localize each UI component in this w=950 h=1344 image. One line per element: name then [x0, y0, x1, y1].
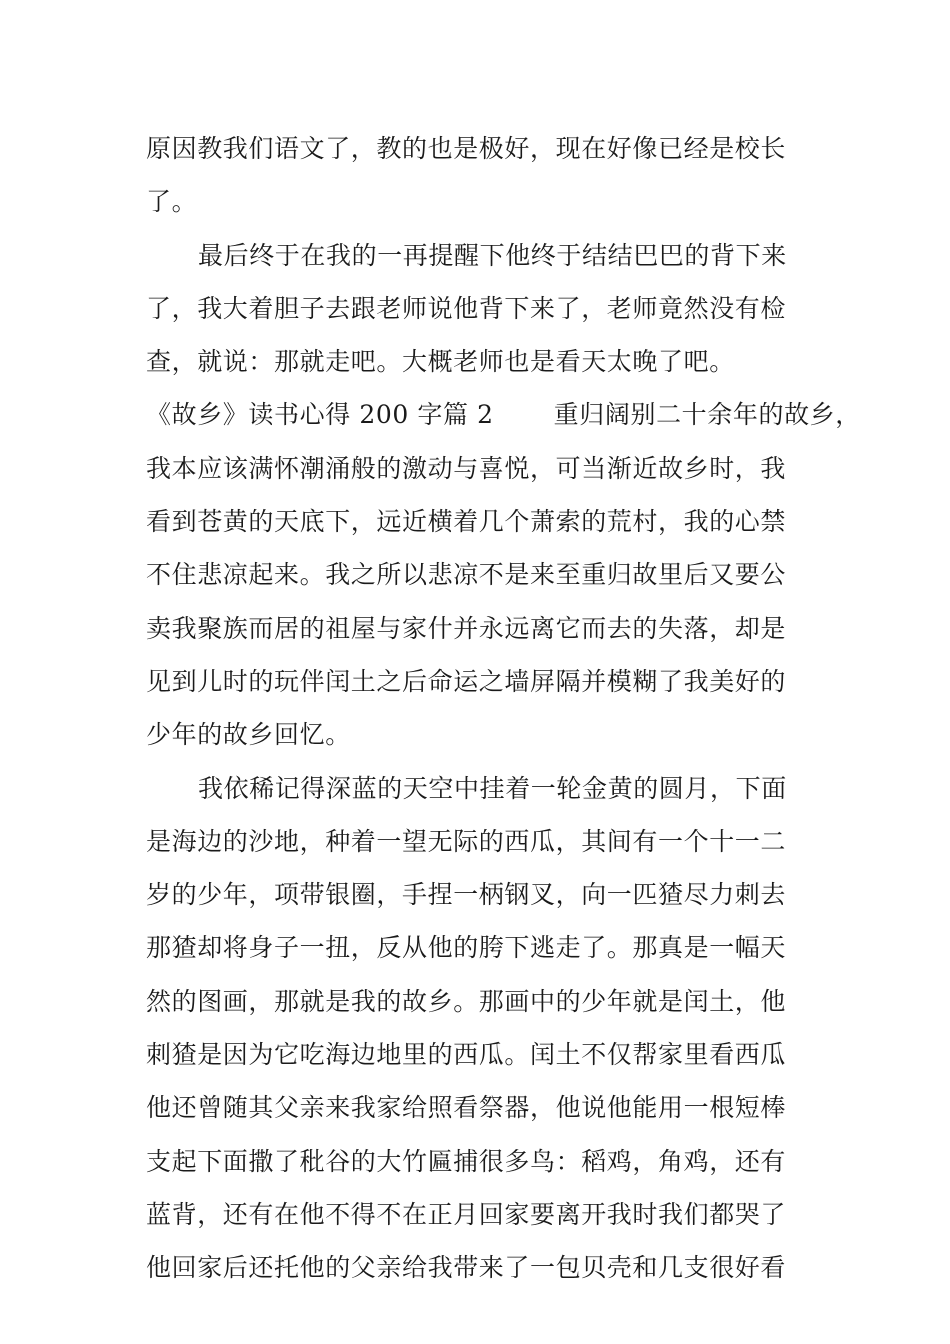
text-line: 查，就说：那就走吧。大概老师也是看天太晚了吧。 [146, 347, 735, 377]
text-line: 那猹却将身子一扭，反从他的胯下逃走了。那真是一幅天 [146, 933, 787, 963]
text-line: 是海边的沙地，种着一望无际的西瓜，其间有一个十一二 [146, 826, 787, 856]
section-heading-line [146, 388, 861, 441]
text-line: 见到儿时的玩伴闰土之后命运之墙屏隔并模糊了我美好的 [146, 666, 787, 696]
text-line: 支起下面撒了秕谷的大竹匾捕很多鸟：稻鸡，角鸡，还有 [146, 1146, 787, 1176]
text-line: 我依稀记得深蓝的天空中挂着一轮金黄的圆月，下面 [198, 773, 787, 803]
text-line: 然的图画，那就是我的故乡。那画中的少年就是闰土，他 [146, 986, 787, 1016]
text-line: 刺猹是因为它吃海边地里的西瓜。闰土不仅帮家里看西瓜 [146, 1040, 787, 1070]
text-line: 看到苍黄的天底下，远近横着几个萧索的荒村，我的心禁 [146, 507, 787, 537]
document-body [146, 122, 861, 1295]
text-line: 岁的少年，项带银圈，手捏一柄钢叉，向一匹猹尽力刺去 [146, 880, 787, 910]
text-line: 他回家后还托他的父亲给我带来了一包贝壳和几支很好看 [146, 1253, 787, 1283]
text-line: 不住悲凉起来。我之所以悲凉不是来至重归故里后又要公 [146, 560, 787, 590]
text-line: 卖我聚族而居的祖屋与家什并永远离它而去的失落，却是 [146, 613, 787, 643]
text-line: 了，我大着胆子去跟老师说他背下来了，老师竟然没有检 [146, 293, 787, 323]
text-line: 重归阔别二十余年的故乡， [553, 400, 861, 430]
text-line: 了。 [146, 187, 198, 217]
text-line: 他还曾随其父亲来我家给照看祭器，他说他能用一根短棒 [146, 1093, 787, 1123]
section-heading: 《故乡》读书心得 200 字篇 2 [146, 400, 494, 430]
text-line: 少年的故乡回忆。 [146, 720, 351, 750]
text-line: 原因教我们语文了，教的也是极好，现在好像已经是校长 [146, 134, 787, 163]
text-line: 我本应该满怀潮涌般的激动与喜悦，可当渐近故乡时，我 [146, 453, 787, 483]
text-line: 蓝背，还有在他不得不在正月回家要离开我时我们都哭了 [146, 1199, 787, 1229]
text-line: 最后终于在我的一再提醒下他终于结结巴巴的背下来 [198, 240, 787, 270]
